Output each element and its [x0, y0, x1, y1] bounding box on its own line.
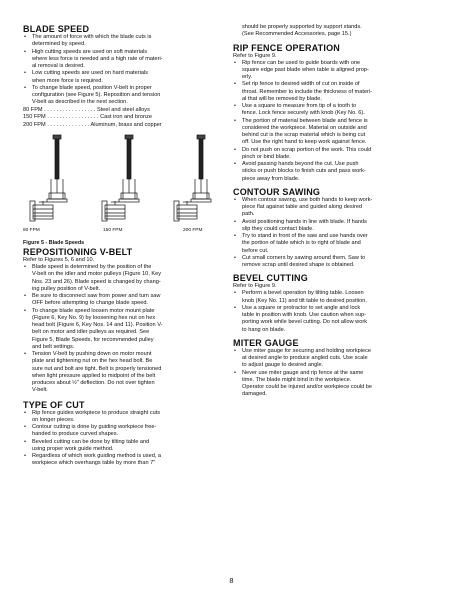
list-item-line: behind cut is the scrap material which is being cut [242, 132, 366, 138]
speed-table [23, 107, 235, 130]
list-item-line: porting work while bevel cutting. Do not allow work [242, 319, 367, 326]
list-item-line: Nos. 23 and 26). Blade speed is changed by chang- [32, 278, 161, 285]
list-item-line: V-belt as described in the next section. [32, 99, 128, 106]
list-item-line: piece away from blade. [242, 175, 300, 182]
list-item-line: • Never use miter gauge and rip fence at the same [242, 369, 364, 376]
list-item-line: knob (Key No. 11) and tilt table to desired position. [242, 297, 367, 304]
type-of-cut-list [23, 410, 235, 468]
list-item-line: V-belt. [32, 387, 48, 394]
list-item-line: (Figure 6, Key No. 9) by loosening hex nut on hex [32, 314, 156, 321]
list-item [233, 147, 445, 162]
list-item-line: • Low cutting speeds are used on hard materials [32, 70, 148, 77]
list-item-line: • Blade speed is determined by the position of the [32, 264, 152, 270]
list-item-line: • Avoid positioning hands in line with blade. If hands [242, 218, 367, 225]
list-item-line: at desired angle to produce angled cuts. Use scale [242, 355, 368, 361]
list-item-line: Operator could be injured and/or workpiece could be [242, 384, 372, 390]
vbelt-list [23, 264, 235, 395]
rip-fence-ref: Refer to Figure 9. [233, 52, 277, 59]
speed-row: 150 FPM . . . . . . . . . . . . . . . . . Cast iron and bronze [23, 114, 153, 120]
list-item-line: • Contour cutting is done by guiding workpiece free- [32, 424, 157, 430]
list-item-line: workpiece which overhangs table by more than 7" [32, 460, 156, 467]
speed-row: 80 FPM . . . . . . . . . . . . . . . . . Steel and steel alloys [23, 106, 150, 113]
list-item-line: time. The blade might bind in the workpiece. [242, 376, 352, 383]
list-item [23, 308, 235, 352]
list-item-line: erly. [242, 74, 253, 80]
list-item-line: to adjust gauge to desired angle. [242, 362, 324, 369]
list-item-line: • Be sure to disconnect saw from power and turn saw [32, 293, 161, 299]
list-item [23, 70, 235, 85]
list-item-line: sure nut and bolt are tight. Belt is properly tensioned [32, 365, 162, 372]
list-item-line: OFF before attempting to change blade speed. [32, 300, 148, 307]
list-item [233, 233, 445, 255]
list-item-line: V-belt on the idler and motor pulleys (Figure 10, Key [32, 271, 162, 278]
list-item-line: handed to produce curved shapes. [32, 431, 119, 438]
bevel-heading: BEVEL CUTTING [233, 273, 308, 284]
list-item-line: • High cutting speeds are used on soft materials [32, 48, 148, 55]
list-item-line: produces about ½" deflection. Do not over tighten [32, 380, 155, 386]
list-item [233, 290, 445, 305]
list-item [23, 85, 235, 107]
list-item-line: the portion of table which is to right of blade and [242, 240, 361, 247]
vbelt-ref: Refer to Figures 5, 6 and 10. [23, 257, 95, 263]
list-item-line: • Use miter gauge for securing and holding workpiece [242, 347, 372, 354]
miter-list [233, 348, 445, 399]
list-item-line: • To change blade speed loosen motor mount plate [32, 307, 155, 314]
list-item [23, 34, 235, 49]
list-item-line: • Tension V-belt by pushing down on motor mount [32, 351, 152, 357]
list-item [233, 370, 445, 399]
figure-label-80: 80 FPM [23, 228, 40, 233]
list-item-line: • Avoid passing hands beyond the cut. Use push [242, 161, 359, 167]
list-item [233, 305, 445, 334]
blade-speed-list [23, 34, 235, 107]
list-item [233, 197, 445, 219]
pulley-config-200 [174, 135, 211, 221]
rip-fence-heading: RIP FENCE OPERATION [233, 42, 340, 53]
list-item [23, 351, 235, 395]
pulley-config-80 [30, 135, 67, 221]
list-item-line: where less force is needed and a high rate of materi- [32, 55, 163, 62]
list-item-line: • Use a square or protractor to set angle and lock [242, 304, 361, 311]
text-line: should be properly supported by support stands. [242, 24, 362, 30]
figure-caption: Figure 5 - Blade Speeds [23, 240, 85, 246]
list-item [23, 410, 235, 425]
figure-label-200: 200 FPM [183, 228, 203, 233]
speed-row: 200 FPM . . . . . . . . . . . . . . Aluminum, brass and copper [23, 121, 162, 128]
continuation-text [233, 24, 445, 39]
list-item-line: ing pulley position of V-belt. [32, 285, 101, 292]
list-item-line: slip they could contact blade. [242, 225, 314, 232]
list-item [23, 439, 235, 454]
list-item-line: when light pressure applied to midpoint of the belt [32, 372, 156, 379]
list-item-line: table in position with knob. Use caution when sup- [242, 312, 367, 318]
list-item-line: • Rip fence can be used to guide boards with one [242, 59, 361, 66]
right-column [233, 24, 445, 399]
list-item-line: before cut. [242, 247, 269, 254]
list-item-line: • Rip fence guides workpiece to produce straight cuts [32, 409, 161, 416]
list-item [23, 264, 235, 293]
list-item-line: • The amount of force with which the blade cuts is [32, 34, 152, 40]
list-item-line: • When contour sawing, use both hands to keep work- [242, 196, 373, 203]
list-item [23, 293, 235, 308]
list-item [23, 424, 235, 439]
list-item-line: determined by speed. [32, 41, 86, 48]
list-item-line: plate and tightening nut on the hex head bolt. Be [32, 358, 153, 365]
rip-fence-list [233, 60, 445, 183]
type-of-cut-heading: TYPE OF CUT [23, 399, 85, 410]
list-item-line: al removal is desired. [32, 63, 85, 69]
figure-label-150: 150 FPM [103, 228, 123, 233]
list-item-line: remove scrap until desired shape is obtained. [242, 262, 355, 268]
contour-heading: CONTOUR SAWING [233, 186, 321, 197]
list-item-line: • Cut small corners by sawing around them. Saw to [242, 254, 366, 261]
list-item-line: pinch or bind blade. [242, 153, 291, 160]
list-item-line: piece flat against table and guided along desired [242, 204, 363, 210]
list-item-line: • Use a square to measure from tip of a tooth to [242, 103, 357, 109]
bevel-list [233, 290, 445, 334]
list-item-line: sticks or push blocks to finish cuts and pass work- [242, 168, 366, 175]
list-item-line: • Do not push on scrap portion of the work. This could [242, 146, 372, 153]
list-item [23, 453, 235, 468]
text-line: (See Recommended Accessories, page 15.) [242, 31, 352, 38]
list-item-line: al that will be removed by blade. [242, 95, 322, 102]
list-item-line: throat. Remember to include the thickness of materi- [242, 88, 372, 95]
vbelt-heading: REPOSITIONING V-BELT [23, 247, 133, 257]
list-item-line: • Regardless of which work guiding method is used, a [32, 453, 162, 459]
list-item-line: square edge past blade when table is aligned prop- [242, 66, 369, 73]
list-item [23, 49, 235, 71]
list-item-line: and belt settings. [32, 343, 75, 350]
list-item-line: using proper work guide method. [32, 445, 114, 452]
list-item-line: path. [242, 211, 255, 218]
list-item [233, 348, 445, 370]
page-number: 8 [229, 576, 234, 585]
list-item-line: head bolt (Figure 6, Key Nos. 14 and 11). Position V- [32, 322, 163, 328]
list-item-line: • Perform a bevel operation by tilting table. Loosen [242, 290, 364, 297]
list-item-line: Figure 5, Blade Speeds, for recommended pulley [32, 336, 154, 343]
list-item [233, 219, 445, 234]
list-item-line: to hang on blade. [242, 326, 286, 333]
list-item-line: • Try to stand in front of the saw and use hands over [242, 233, 368, 239]
contour-list [233, 197, 445, 270]
list-item [233, 161, 445, 183]
list-item-line: considered the workpiece. Material on outside and [242, 124, 367, 131]
blade-speed-heading: BLADE SPEED [23, 24, 90, 34]
list-item-line: • To change blade speed, position V-belt in proper [32, 84, 152, 91]
blade-speed-figure [23, 131, 235, 239]
bevel-ref: Refer to Figure 9. [233, 283, 277, 290]
list-item [233, 103, 445, 118]
list-item-line: • The portion of material between blade and fence is [242, 117, 368, 124]
list-item-line: when more force is required. [32, 77, 103, 84]
pulley-config-150 [102, 135, 139, 221]
miter-heading: MITER GAUGE [233, 337, 299, 348]
list-item [233, 118, 445, 147]
list-item-line: belt on motor and idler pulleys as required. See [32, 329, 150, 336]
list-item [233, 255, 445, 270]
list-item [233, 60, 445, 82]
list-item-line: • Set rip fence to desired width of cut on inside of [242, 81, 360, 88]
pulley-diagram [23, 131, 235, 235]
list-item-line: fence. Lock fence securely with knob (Key No. 6). [242, 110, 365, 117]
list-item-line: configuration (see Figure 5). Reposition and tension [32, 92, 161, 98]
list-item-line: • Beveled cutting can be done by tilting table and [32, 438, 150, 445]
list-item-line: on longer pieces. [32, 416, 75, 423]
list-item-line: off. Use the right hand to keep work against fence. [242, 139, 367, 146]
list-item [233, 81, 445, 103]
left-column [23, 24, 235, 468]
list-item-line: damaged. [242, 391, 267, 398]
